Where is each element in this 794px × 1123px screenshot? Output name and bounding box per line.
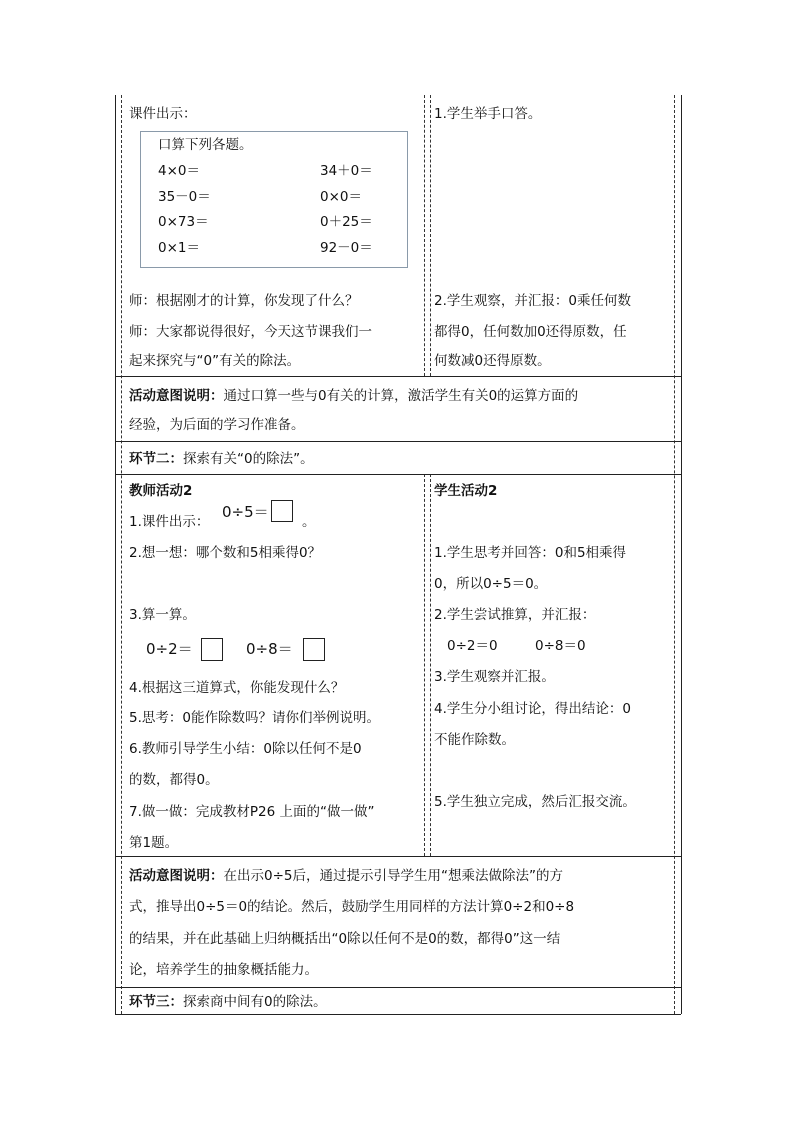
problem-2b: 0×0＝ bbox=[320, 189, 362, 205]
student-activity-2-line2: 都得0，任何数加0还得原数，任 bbox=[434, 324, 627, 340]
student-item-1-line1: 1.学生思考并回答：0和5相乘得 bbox=[434, 545, 627, 561]
teacher-item-6-line2: 的数，都得0。 bbox=[129, 772, 219, 788]
intent-1-line2: 经验，为后面的学习作准备。 bbox=[129, 417, 305, 433]
intent-1-text: 通过口算一些与0有关的计算，激活学生有关0的运算方面的 bbox=[223, 388, 579, 404]
student-activity-2-line3: 何数减0还得原数。 bbox=[434, 353, 551, 369]
table-border-right bbox=[681, 95, 682, 1014]
row-border-2 bbox=[115, 441, 681, 442]
teacher-activity-2-heading: 教师活动2 bbox=[129, 483, 193, 499]
teacher-question-1: 师：根据刚才的计算，你发现了什么？ bbox=[129, 293, 359, 309]
column-divider-2 bbox=[424, 474, 425, 856]
teacher-question-2-line2: 起来探究与“0”有关的除法。 bbox=[129, 353, 301, 369]
section-2-text: 探索有关“0的除法”。 bbox=[183, 451, 314, 467]
answer-box-1 bbox=[271, 500, 293, 522]
student-item-5: 5.学生独立完成，然后汇报交流。 bbox=[434, 794, 636, 810]
student-item-4-line1: 4.学生分小组讨论，得出结论：0 bbox=[434, 701, 631, 717]
row-border-5 bbox=[115, 987, 681, 988]
row-border-bottom bbox=[115, 1014, 681, 1015]
oral-box-title: 口算下列各题。 bbox=[158, 137, 253, 153]
answer-box-b bbox=[303, 638, 325, 661]
column-divider-1b bbox=[430, 95, 431, 376]
teacher-item-1-prefix: 1.课件出示： bbox=[129, 514, 210, 530]
problem-4b: 92－0＝ bbox=[320, 240, 373, 256]
intent-2-line4: 论，培养学生的抽象概括能力。 bbox=[129, 962, 318, 978]
row-border-4 bbox=[115, 856, 681, 857]
row-border-1 bbox=[115, 376, 681, 377]
teacher-item-1-suffix: 。 bbox=[302, 514, 316, 530]
table-border-left bbox=[115, 95, 116, 1014]
teacher-question-2-line1: 师：大家都说得很好，今天这节课我们一 bbox=[129, 324, 372, 340]
section-2-title bbox=[129, 450, 314, 468]
section-3-text: 探索商中间有0的除法。 bbox=[183, 994, 327, 1010]
student-item-2b: 0÷8＝0 bbox=[535, 638, 586, 654]
expression-a: 0÷2＝ bbox=[146, 640, 193, 658]
student-item-3: 3.学生观察并汇报。 bbox=[434, 669, 555, 685]
intent-2-line3: 的结果，并在此基础上归纳概括出“0除以任何不是0的数，都得0”这一结 bbox=[129, 931, 561, 947]
intent-1-label: 活动意图说明： bbox=[129, 388, 224, 404]
teacher-item-7-line2: 第1题。 bbox=[129, 835, 179, 851]
table-inner-right bbox=[674, 95, 675, 1014]
intent-2-text: 在出示0÷5后，通过提示引导学生用“想乘法做除法”的方 bbox=[223, 868, 563, 884]
student-item-2: 2.学生尝试推算，并汇报： bbox=[434, 607, 596, 623]
row-border-3 bbox=[115, 474, 681, 475]
column-divider-1 bbox=[424, 95, 425, 376]
teacher-item-5: 5.思考：0能作除数吗？请你们举例说明。 bbox=[129, 710, 380, 726]
courseware-heading: 课件出示： bbox=[129, 106, 197, 122]
teacher-item-4: 4.根据这三道算式，你能发现什么？ bbox=[129, 680, 345, 696]
problem-2a: 35－0＝ bbox=[158, 189, 211, 205]
problem-4a: 0×1＝ bbox=[158, 240, 200, 256]
teacher-item-2: 2.想一想：哪个数和5相乘得0？ bbox=[129, 545, 322, 561]
student-activity-2-line1: 2.学生观察，并汇报：0乘任何数 bbox=[434, 293, 631, 309]
student-activity-2-heading: 学生活动2 bbox=[434, 483, 498, 499]
expression-b: 0÷8＝ bbox=[246, 640, 293, 658]
table-inner-left bbox=[121, 95, 122, 1014]
intent-1-line1 bbox=[129, 387, 578, 405]
student-activity-1: 1.学生举手口答。 bbox=[434, 106, 542, 122]
problem-1b: 34＋0＝ bbox=[320, 163, 373, 179]
problem-3b: 0＋25＝ bbox=[320, 214, 373, 230]
intent-2-label: 活动意图说明： bbox=[129, 868, 224, 884]
problem-3a: 0×73＝ bbox=[158, 214, 209, 230]
teacher-item-7-line1: 7.做一做：完成教材P26 上面的“做一做” bbox=[129, 804, 375, 820]
student-item-1-line2: 0，所以0÷5＝0。 bbox=[434, 576, 548, 592]
section-2-label: 环节二： bbox=[129, 451, 183, 467]
answer-box-a bbox=[201, 638, 223, 661]
student-item-4-line2: 不能作除数。 bbox=[434, 732, 515, 748]
section-3-label: 环节三： bbox=[129, 994, 183, 1010]
problem-1a: 4×0＝ bbox=[158, 163, 200, 179]
teacher-item-3: 3.算一算。 bbox=[129, 607, 196, 623]
intent-2-line2: 式，推导出0÷5＝0的结论。然后，鼓励学生用同样的方法计算0÷2和0÷8 bbox=[129, 899, 575, 915]
intent-2-line1 bbox=[129, 867, 563, 885]
column-divider-2b bbox=[430, 474, 431, 856]
student-item-2a: 0÷2＝0 bbox=[447, 638, 498, 654]
teacher-item-6-line1: 6.教师引导学生小结：0除以任何不是0 bbox=[129, 741, 362, 757]
teacher-item-1-expr: 0÷5＝ bbox=[222, 503, 269, 521]
section-3-title bbox=[129, 993, 327, 1011]
